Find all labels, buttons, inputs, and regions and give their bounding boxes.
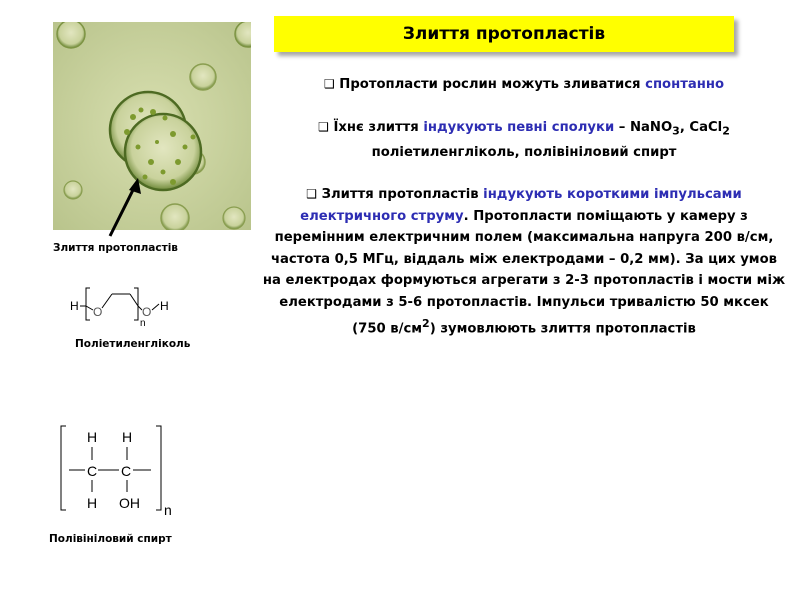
peg-o-left: O xyxy=(93,305,103,319)
hollow-square-bullet-icon: ❑ xyxy=(318,119,329,134)
protoplast-fusion-micrograph xyxy=(53,22,251,230)
peg-o-right: O xyxy=(142,305,152,319)
peg-h-right: H xyxy=(160,299,169,313)
pva-oh: OH xyxy=(119,495,140,511)
paragraph-chemical-inducers: ❑ Їхнє злиття індукують певні сполуки – NaNO$_3$, CaCl$_2$ поліетиленгліколь, полівініловий спирт xyxy=(318,119,730,160)
pva-c2: C xyxy=(121,463,132,479)
peg-structure-diagram xyxy=(66,282,186,332)
pva-structure-diagram xyxy=(55,420,185,520)
paragraph-spontaneous: ❑ Протопласти рослин можуть зливатися спонтанно xyxy=(323,77,725,92)
peg-caption: Поліетиленгліколь xyxy=(75,338,191,350)
peg-subscript-n: n xyxy=(140,318,146,329)
hollow-square-bullet-icon: ❑ xyxy=(306,187,318,202)
body-text xyxy=(262,74,786,340)
slide-title-text: Злиття протопластів xyxy=(402,24,606,44)
peg-h-left: H xyxy=(70,299,79,313)
pva-h1: H xyxy=(87,429,98,445)
pva-h3: H xyxy=(87,495,98,511)
pva-c1: C xyxy=(87,463,98,479)
hollow-square-bullet-icon: ❑ xyxy=(323,77,335,91)
pva-caption: Полівініловий спирт xyxy=(49,533,172,545)
photo-caption: Злиття протопластів xyxy=(53,242,178,254)
pva-h2: H xyxy=(122,429,133,445)
pva-subscript-n: n xyxy=(164,502,172,518)
slide-title xyxy=(274,16,734,52)
pointer-arrow-icon xyxy=(100,170,150,240)
paragraph-electrofusion: ❑ Злиття протопластів індукують короткими імпульсами електричного струму. Протопласти поміщають у камеру з перемінним електричним полем (максимальна напруга 200 в/см, частота 0,5 МГц, віддаль між електродами – 0,2 мм). За цих умов на електродах формуються агрегати з 2-3 протопластів і мости між електродами з 5-6 протопластів. Імпульси тривалістю 50 мксек (750 $в/см^2$) зумовлюють злиття протопластів xyxy=(262,187,786,337)
